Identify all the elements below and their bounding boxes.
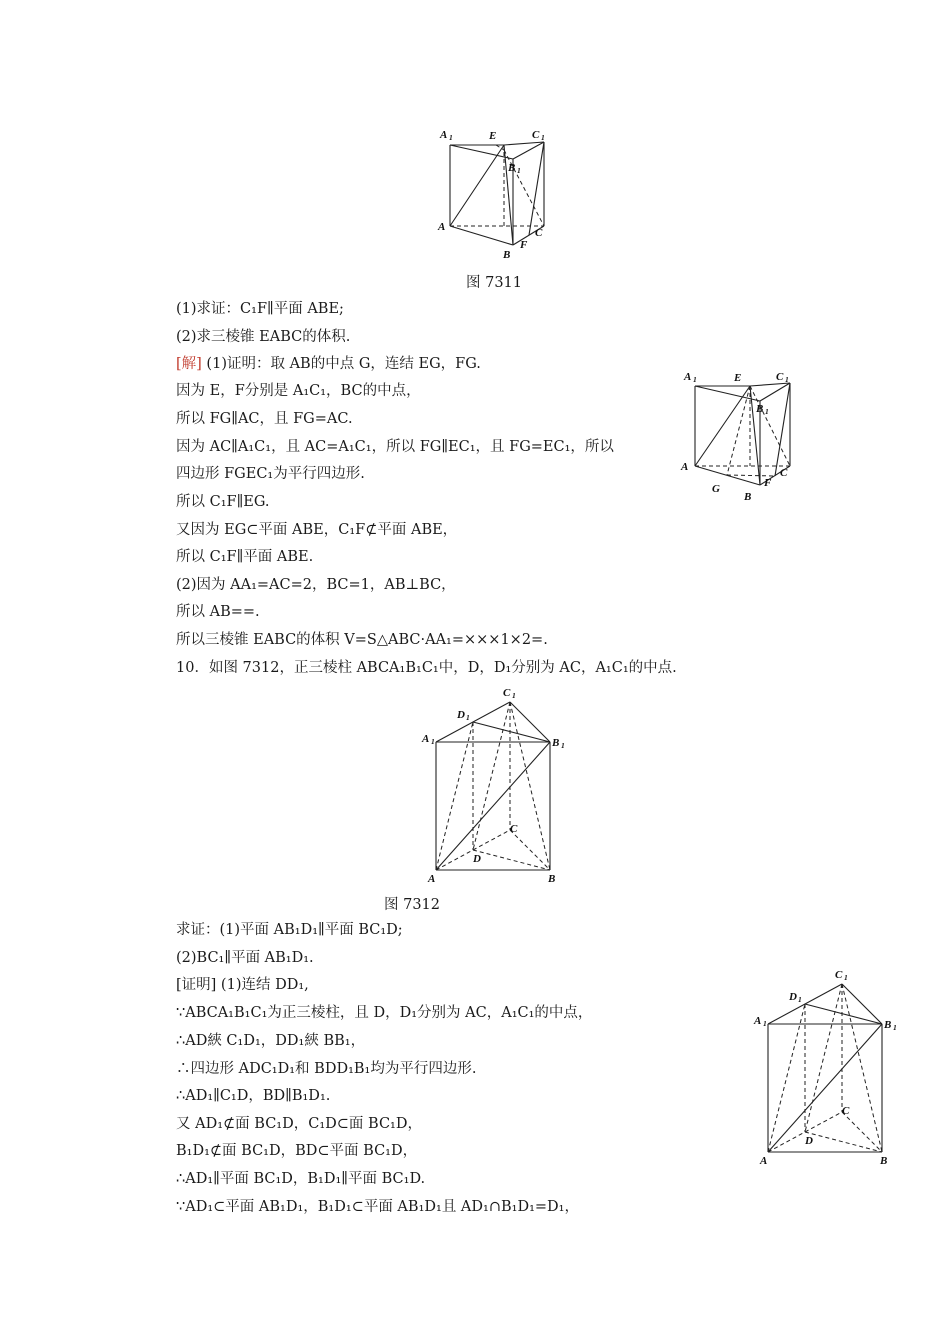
proof-line: ∵AD₁⊂平面 AB₁D₁，B₁D₁⊂平面 AB₁D₁且 AD₁∩B₁D₁=D₁， [176, 1199, 579, 1215]
label-a1: A [422, 733, 430, 745]
label-b: B [880, 1155, 888, 1167]
label-a1-sub: 1 [431, 737, 435, 746]
label-g: G [712, 483, 720, 495]
proof-line: 又 AD₁⊄面 BC₁D，C₁D⊂面 BC₁D， [176, 1116, 422, 1132]
label-c1-sub: 1 [541, 133, 545, 142]
proof-line: ∴AD綊 C₁D₁，DD₁綊 BB₁， [176, 1033, 366, 1049]
label-c: C [780, 467, 788, 479]
label-c: C [510, 823, 518, 835]
solution-line: 因为 E，F分别是 A₁C₁，BC的中点， [176, 383, 421, 399]
proof-line: B₁D₁⊄面 BC₁D，BD⊂平面 BC₁D， [176, 1143, 418, 1159]
proof-line: ∵ABCA₁B₁C₁为正三棱柱，且 D，D₁分别为 AC，A₁C₁的中点， [176, 1005, 593, 1021]
label-b1-sub: 1 [561, 741, 565, 750]
label-b: B [503, 249, 511, 261]
label-c: C [842, 1105, 850, 1117]
label-e: E [734, 372, 742, 384]
solution-line: 所以 C₁F∥EG. [176, 494, 270, 510]
problem-10: 10．如图 7312，正三棱柱 ABCA₁B₁C₁中，D，D₁分别为 AC，A₁C₁的中点. [176, 660, 677, 676]
label-a: A [760, 1155, 768, 1167]
label-b1-sub: 1 [765, 407, 769, 416]
label-c1: C [835, 969, 843, 981]
label-a1: A [684, 371, 692, 383]
label-d: D [805, 1135, 813, 1147]
solution-tag: [解] [176, 356, 202, 372]
label-b1-sub: 1 [893, 1023, 897, 1032]
figure-caption: 图 7311 [466, 275, 523, 291]
label-c: C [535, 227, 543, 239]
label-a1: A [754, 1015, 762, 1027]
question-1: (1)求证：C₁F∥平面 ABE; [176, 301, 344, 317]
label-b: B [744, 491, 752, 503]
problem-10-q2: (2)BC₁∥平面 AB₁D₁. [176, 950, 314, 966]
proof-line: ∴AD₁∥C₁D，BD∥B₁D₁. [176, 1088, 331, 1104]
label-a1-sub: 1 [449, 133, 453, 142]
label-b1: B [884, 1019, 892, 1031]
label-b1: B [552, 737, 560, 749]
solution-line: 所以 FG∥AC，且 FG=AC. [176, 411, 353, 427]
label-b1: B [756, 403, 764, 415]
label-d1-sub: 1 [466, 713, 470, 722]
label-b: B [548, 873, 556, 885]
label-b1: B [508, 162, 516, 174]
label-a1: A [440, 129, 448, 141]
solution-line: 所以 AB==. [176, 604, 260, 620]
label-d1: D [457, 709, 465, 721]
proof-text: (1)连结 DD₁, [216, 977, 309, 993]
label-d1: D [789, 991, 797, 1003]
proof-line: ∴四边形 ADC₁D₁和 BDD₁B₁均为平行四边形. [176, 1061, 477, 1077]
figure-caption: 图 7312 [384, 897, 441, 913]
solution-line: 因为 AC∥A₁C₁，且 AC=A₁C₁，所以 FG∥EC₁，且 FG=EC₁，所以 [176, 439, 614, 455]
label-a: A [428, 873, 436, 885]
label-a: A [438, 221, 446, 233]
label-a1-sub: 1 [763, 1019, 767, 1028]
label-c1-sub: 1 [844, 973, 848, 982]
proof-tag: [证明] [176, 977, 217, 993]
label-c1: C [776, 371, 784, 383]
figure-7311-side [680, 368, 805, 503]
label-d1-sub: 1 [798, 995, 802, 1004]
label-e: E [489, 130, 497, 142]
problem-10-q1: 求证：(1)平面 AB₁D₁∥平面 BC₁D; [176, 922, 403, 938]
label-f: F [520, 239, 528, 251]
figure-7312 [420, 686, 575, 886]
proof-line [176, 975, 309, 995]
label-c1: C [532, 129, 540, 141]
figure-7311 [438, 128, 558, 263]
label-a: A [681, 461, 689, 473]
solution-line: 所以 C₁F∥平面 ABE. [176, 549, 314, 565]
figure-7312-side [752, 968, 907, 1168]
question-2: (2)求三棱锥 EABC的体积. [176, 329, 351, 345]
label-f: F [764, 477, 772, 489]
label-d: D [473, 853, 481, 865]
label-b1-sub: 1 [517, 166, 521, 175]
label-c1-sub: 1 [785, 375, 789, 384]
label-a1-sub: 1 [693, 375, 697, 384]
solution-line: (2)因为 AA₁=AC=2，BC=1，AB⊥BC， [176, 577, 456, 593]
solution-line: 所以三棱锥 EABC的体积 V=S△ABC·AA₁=×××1×2=. [176, 632, 548, 648]
label-c1: C [503, 687, 511, 699]
solution-line: 又因为 EG⊂平面 ABE，C₁F⊄平面 ABE， [176, 522, 458, 538]
proof-line: ∴AD₁∥平面 BC₁D，B₁D₁∥平面 BC₁D. [176, 1171, 426, 1187]
label-c1-sub: 1 [512, 691, 516, 700]
solution-line [176, 354, 481, 374]
solution-line: 四边形 FGEC₁为平行四边形. [176, 466, 365, 482]
solution-text: (1)证明：取 AB的中点 G，连结 EG，FG. [201, 356, 481, 372]
